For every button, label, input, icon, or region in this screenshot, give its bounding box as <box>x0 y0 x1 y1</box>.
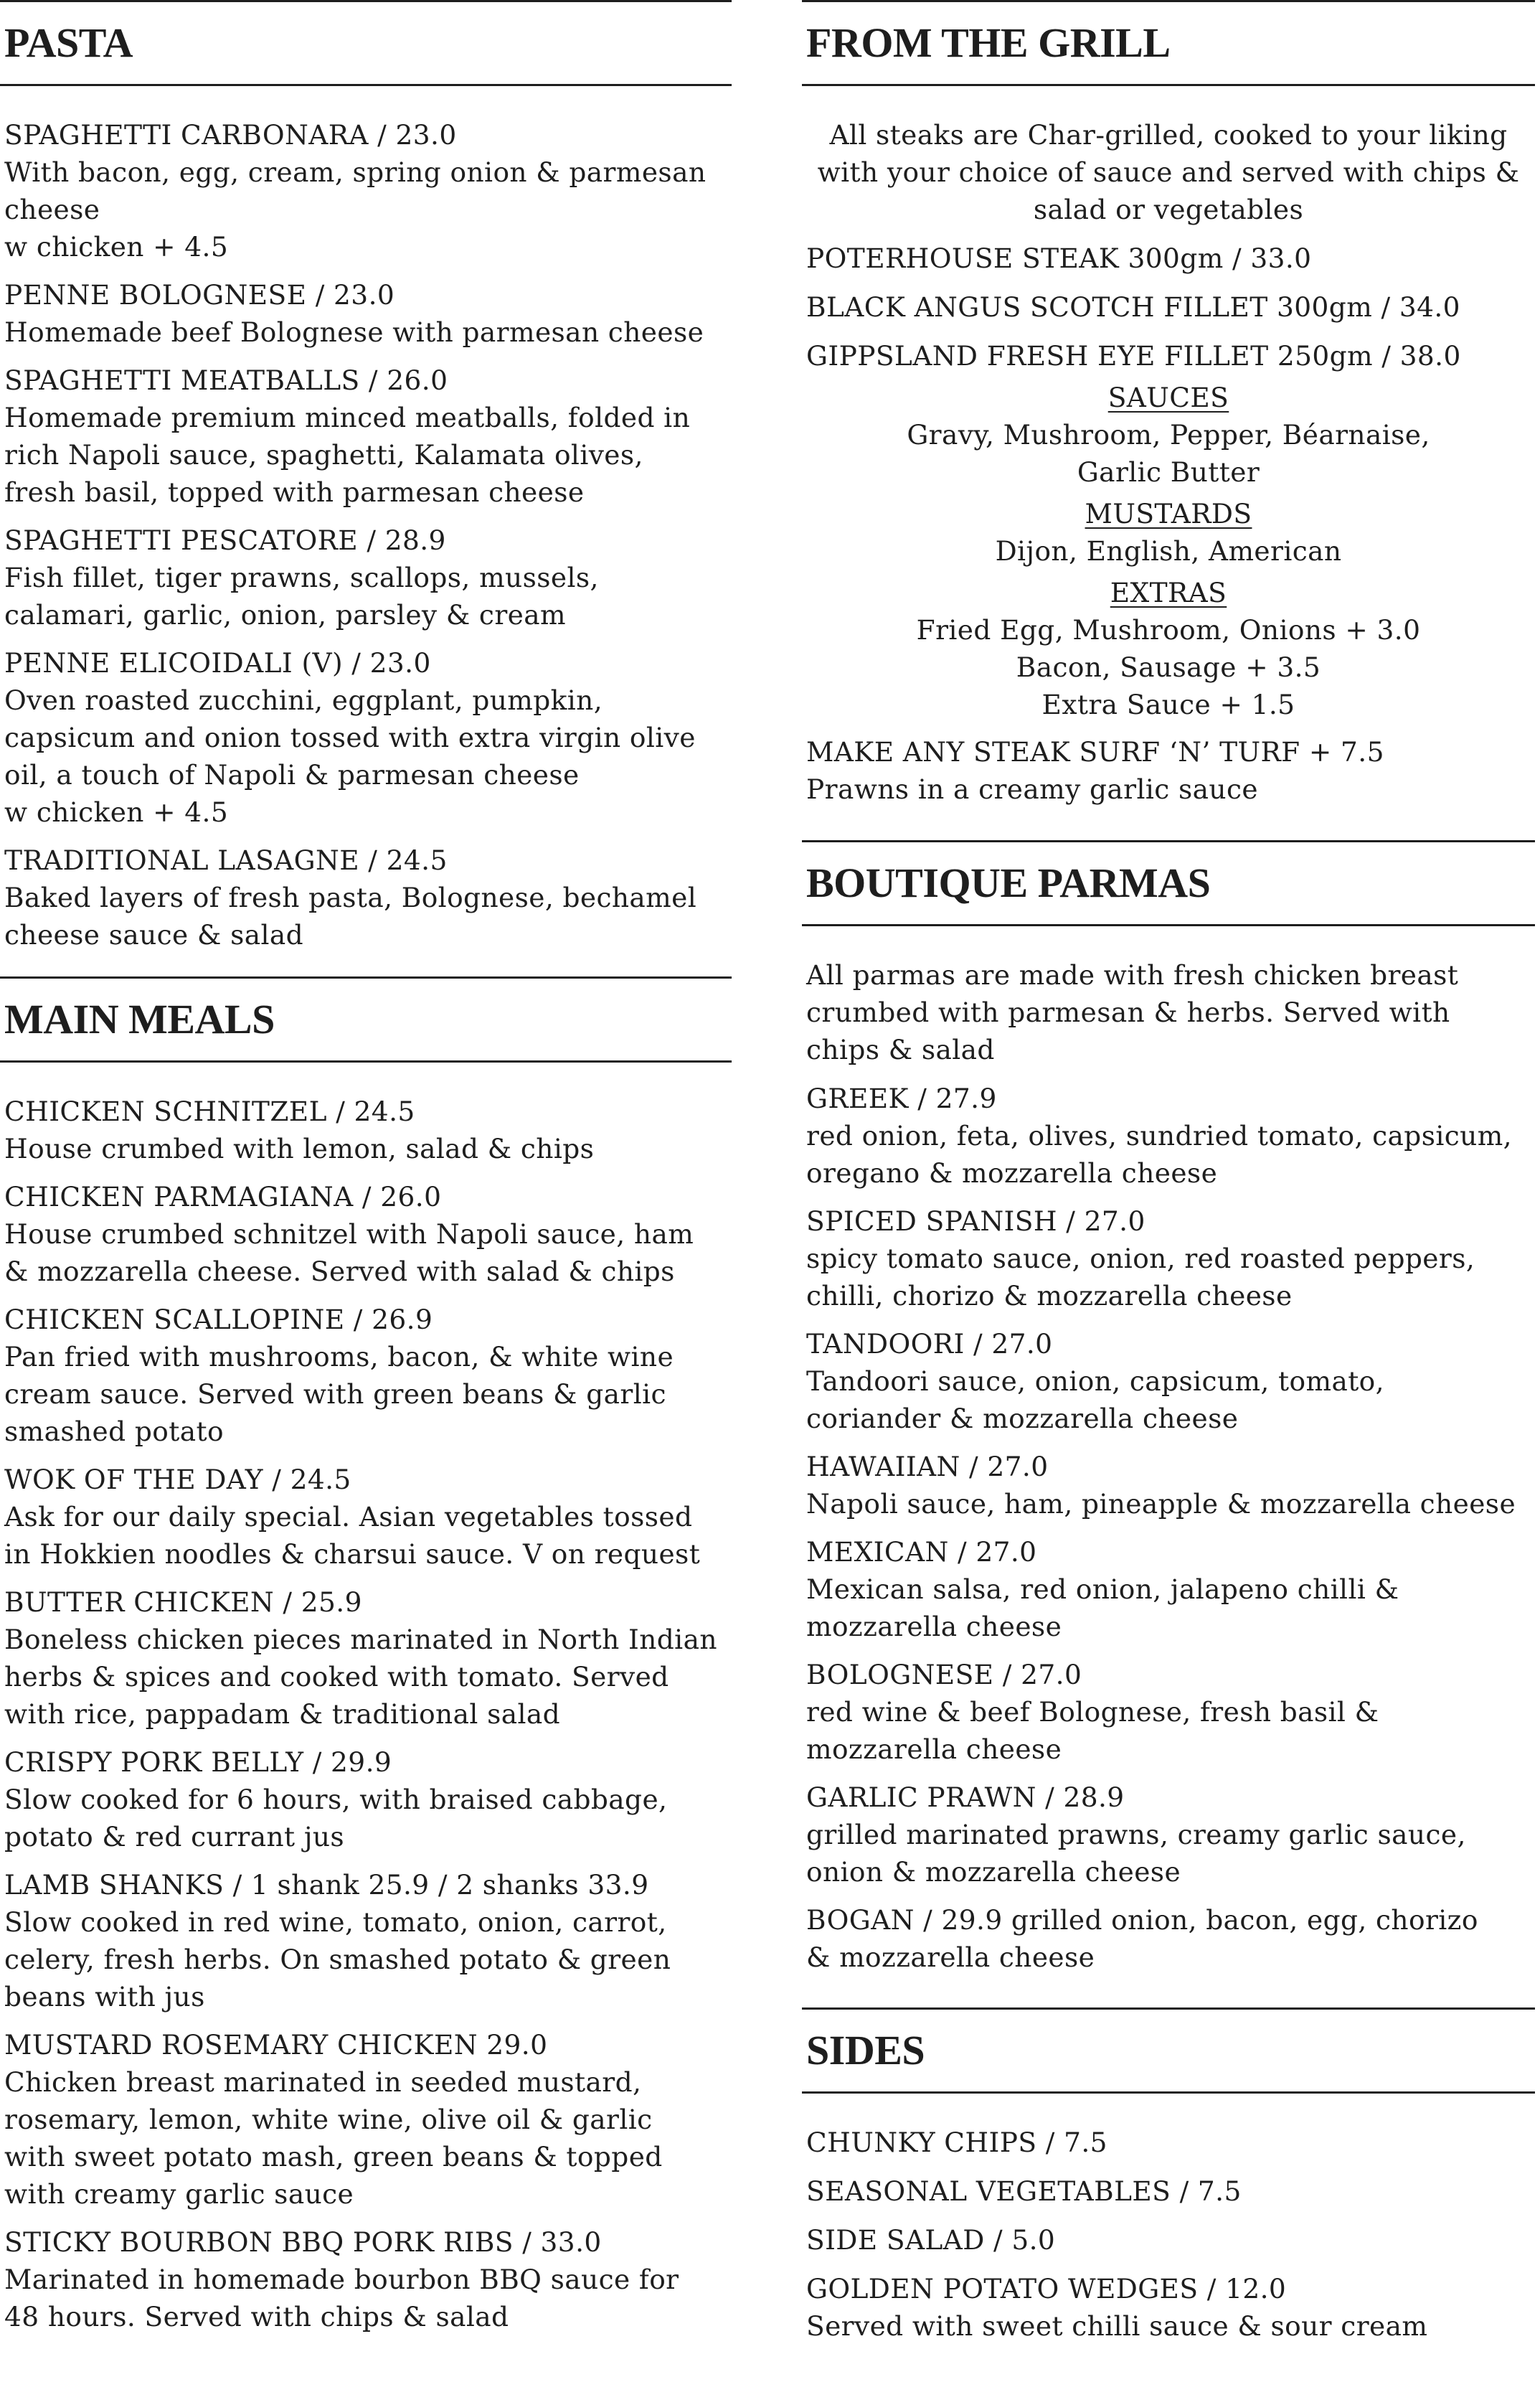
item-desc: capsicum and onion tossed with extra virgin olive <box>4 722 696 753</box>
section-main-meals <box>0 976 732 2335</box>
menu-item <box>0 116 732 265</box>
section-from-the-grill <box>802 0 1535 808</box>
text-line: Dijon, English, American <box>995 535 1342 567</box>
item-title: GOLDEN POTATO WEDGES / 12.0 <box>806 2273 1287 2305</box>
item-title: SPAGHETTI MEATBALLS / 26.0 <box>4 364 448 396</box>
steak-item: GIPPSLAND FRESH EYE FILLET 250gm / 38.0 <box>806 340 1461 372</box>
item-desc: w chicken + 4.5 <box>4 231 229 263</box>
item-title: HAWAIIAN / 27.0 <box>806 1451 1049 1482</box>
item-desc: Slow cooked in red wine, tomato, onion, carrot, <box>4 1906 667 1938</box>
item-title: WOK OF THE DAY / 24.5 <box>4 1464 351 1495</box>
item-title: SPAGHETTI PESCATORE / 28.9 <box>4 524 446 556</box>
item-desc: Boneless chicken pieces marinated in North Indian <box>4 1624 717 1655</box>
menu-item <box>802 1779 1535 1891</box>
menu-item <box>802 2270 1535 2345</box>
item-desc: mozzarella cheese <box>806 1611 1062 1642</box>
left-column <box>0 0 732 2346</box>
item-desc: beans with jus <box>4 1981 205 2013</box>
right-column <box>802 0 1535 2356</box>
text-line: crumbed with parmesan & herbs. Served with <box>806 997 1450 1028</box>
menu-item <box>0 2026 732 2213</box>
item-desc: potato & red currant jus <box>4 1821 345 1853</box>
text-line: Extra Sauce + 1.5 <box>1041 689 1295 720</box>
menu-item <box>802 2124 1535 2161</box>
item-desc: Slow cooked for 6 hours, with braised cabbage, <box>4 1784 668 1815</box>
item-desc: With bacon, egg, cream, spring onion & parmesan <box>4 156 707 188</box>
item-title: LAMB SHANKS / 1 shank 25.9 / 2 shanks 33.9 <box>4 1869 649 1901</box>
item-title: STICKY BOURBON BBQ PORK RIBS / 33.0 <box>4 2226 602 2258</box>
item-desc: fresh basil, topped with parmesan cheese <box>4 476 585 508</box>
menu-item <box>0 1866 732 2015</box>
text-line: All steaks are Char-grilled, cooked to your liking <box>829 119 1508 151</box>
item-title: PENNE ELICOIDALI (V) / 23.0 <box>4 647 431 679</box>
item-title: CHICKEN PARMAGIANA / 26.0 <box>4 1181 442 1213</box>
sauces-block <box>802 379 1535 491</box>
extras-heading: EXTRAS <box>1110 577 1227 608</box>
sauces-list <box>802 416 1535 491</box>
item-desc: Served with sweet chilli sauce & sour cream <box>806 2310 1428 2342</box>
item-title: BOGAN / 29.9 grilled onion, bacon, egg, chorizo <box>806 1904 1478 1936</box>
section-title: BOUTIQUE PARMAS <box>806 860 1211 906</box>
section-title: PASTA <box>4 19 133 66</box>
menu-item <box>802 1656 1535 1768</box>
section-boutique-parmas <box>802 840 1535 1976</box>
item-desc: red onion, feta, olives, sundried tomato, capsicum, <box>806 1120 1512 1152</box>
item-desc: herbs & spices and cooked with tomato. Served <box>4 1661 669 1693</box>
item-desc: cheese <box>4 194 100 225</box>
item-desc: with creamy garlic sauce <box>4 2178 354 2210</box>
item-list <box>802 2094 1535 2345</box>
item-desc: in Hokkien noodles & charsui sauce. V on request <box>4 1538 701 1570</box>
menu-item <box>0 1093 732 1167</box>
item-desc: rosemary, lemon, white wine, olive oil & garlic <box>4 2104 653 2135</box>
section-title: SIDES <box>806 2027 925 2073</box>
item-desc: Homemade premium minced meatballs, folded in <box>4 402 691 433</box>
item-desc: onion & mozzarella cheese <box>806 1856 1181 1888</box>
item-title: GARLIC PRAWN / 28.9 <box>806 1781 1125 1813</box>
item-title: BUTTER CHICKEN / 25.9 <box>4 1586 362 1618</box>
item-desc: grilled marinated prawns, creamy garlic sauce, <box>806 1819 1466 1850</box>
item-title: SPICED SPANISH / 27.0 <box>806 1205 1145 1237</box>
item-desc: Oven roasted zucchini, eggplant, pumpkin, <box>4 684 603 716</box>
item-desc: Tandoori sauce, onion, capsicum, tomato, <box>806 1365 1384 1397</box>
text-line: Fried Egg, Mushroom, Onions + 3.0 <box>916 614 1421 646</box>
item-desc: chilli, chorizo & mozzarella cheese <box>806 1280 1293 1312</box>
section-pasta <box>0 0 732 954</box>
item-desc: with rice, pappadam & traditional salad <box>4 1698 561 1730</box>
text-line: with your choice of sauce and served with chips & <box>817 156 1520 188</box>
item-desc: Homemade beef Bolognese with parmesan cheese <box>4 316 704 348</box>
item-title: GREEK / 27.9 <box>806 1083 997 1114</box>
item-title: CRISPY PORK BELLY / 29.9 <box>4 1746 392 1778</box>
item-desc: rich Napoli sauce, spaghetti, Kalamata olives, <box>4 439 643 471</box>
mustards-heading: MUSTARDS <box>1085 498 1252 529</box>
menu-item <box>0 842 732 954</box>
text-line: chips & salad <box>806 1034 995 1065</box>
item-desc: Ask for our daily special. Asian vegetables tossed <box>4 1501 693 1533</box>
menu-item <box>0 2223 732 2335</box>
item-title: TANDOORI / 27.0 <box>806 1328 1053 1360</box>
item-desc: Napoli sauce, ham, pineapple & mozzarella cheese <box>806 1488 1516 1520</box>
extras-block <box>802 574 1535 723</box>
menu-item <box>802 1448 1535 1522</box>
menu-item <box>0 1178 732 1290</box>
mustards-list <box>802 532 1535 570</box>
steak-item: BLACK ANGUS SCOTCH FILLET 300gm / 34.0 <box>806 291 1460 323</box>
item-title: CHICKEN SCALLOPINE / 26.9 <box>4 1304 433 1335</box>
sauces-heading: SAUCES <box>1107 382 1229 413</box>
item-desc: oil, a touch of Napoli & parmesan cheese <box>4 759 580 791</box>
item-desc: Marinated in homemade bourbon BBQ sauce for <box>4 2264 679 2295</box>
surf-turf-item <box>802 733 1535 808</box>
item-list <box>802 1080 1535 1976</box>
item-desc: red wine & beef Bolognese, fresh basil & <box>806 1696 1379 1728</box>
item-desc: mozzarella cheese <box>806 1733 1062 1765</box>
menu-item <box>802 1533 1535 1645</box>
menu-item <box>802 2221 1535 2259</box>
item-title: SEASONAL VEGETABLES / 7.5 <box>806 2175 1242 2207</box>
item-list <box>0 86 732 954</box>
item-title: CHICKEN SCHNITZEL / 24.5 <box>4 1096 415 1127</box>
item-desc: House crumbed with lemon, salad & chips <box>4 1133 595 1164</box>
item-desc: oregano & mozzarella cheese <box>806 1157 1218 1189</box>
item-desc: Baked layers of fresh pasta, Bolognese, bechamel <box>4 882 697 913</box>
parmas-body <box>802 926 1535 1976</box>
menu-item <box>802 1325 1535 1437</box>
item-title: SIDE SALAD / 5.0 <box>806 2224 1056 2256</box>
text-line: All parmas are made with fresh chicken breast <box>806 959 1459 991</box>
item-desc: celery, fresh herbs. On smashed potato & green <box>4 1944 671 1975</box>
item-desc: calamari, garlic, onion, parsley & cream <box>4 599 566 631</box>
text-line: Garlic Butter <box>1077 456 1260 488</box>
menu-item <box>802 1080 1535 1192</box>
menu-item <box>0 362 732 511</box>
text-line: Bacon, Sausage + 3.5 <box>1016 651 1321 683</box>
steak-item: POTERHOUSE STEAK 300gm / 33.0 <box>806 243 1312 274</box>
menu-item <box>0 1743 732 1855</box>
item-list <box>0 1063 732 2335</box>
item-title: MUSTARD ROSEMARY CHICKEN 29.0 <box>4 2029 548 2061</box>
item-desc: Chicken breast marinated in seeded mustard, <box>4 2066 642 2098</box>
mustards-block <box>802 495 1535 570</box>
item-desc: Fish fillet, tiger prawns, scallops, mussels, <box>4 562 599 593</box>
menu-item <box>0 1583 732 1733</box>
menu-item <box>0 644 732 831</box>
item-title: MEXICAN / 27.0 <box>806 1536 1037 1568</box>
menu-item <box>802 1901 1535 1976</box>
section-title: FROM THE GRILL <box>806 19 1171 66</box>
menu-item <box>802 1202 1535 1314</box>
menu-item <box>802 2172 1535 2210</box>
item-desc: spicy tomato sauce, onion, red roasted peppers, <box>806 1243 1475 1274</box>
parmas-intro <box>802 956 1535 1068</box>
item-desc: coriander & mozzarella cheese <box>806 1403 1239 1434</box>
item-desc: Prawns in a creamy garlic sauce <box>806 773 1258 805</box>
item-title: PENNE BOLOGNESE / 23.0 <box>4 279 395 311</box>
menu-item <box>0 1461 732 1573</box>
item-title: TRADITIONAL LASAGNE / 24.5 <box>4 844 448 876</box>
item-desc: cream sauce. Served with green beans & garlic <box>4 1378 666 1410</box>
menu-item <box>0 1301 732 1450</box>
item-title: CHUNKY CHIPS / 7.5 <box>806 2127 1107 2158</box>
item-title: MAKE ANY STEAK SURF ‘N’ TURF + 7.5 <box>806 736 1384 768</box>
item-title: SPAGHETTI CARBONARA / 23.0 <box>4 119 457 151</box>
item-desc: House crumbed schnitzel with Napoli sauce, ham <box>4 1218 694 1250</box>
item-desc: cheese sauce & salad <box>4 919 304 951</box>
item-desc: Pan fried with mushrooms, bacon, & white wine <box>4 1341 674 1373</box>
text-line: Gravy, Mushroom, Pepper, Béarnaise, <box>907 419 1430 451</box>
text-line: salad or vegetables <box>1033 194 1304 225</box>
grill-body <box>802 86 1535 808</box>
item-desc: with sweet potato mash, green beans & topped <box>4 2141 663 2172</box>
section-title: MAIN MEALS <box>4 996 275 1042</box>
grill-intro <box>802 116 1535 228</box>
item-desc: & mozzarella cheese <box>806 1941 1095 1973</box>
item-desc: smashed potato <box>4 1416 224 1447</box>
extras-list <box>802 611 1535 723</box>
item-title: BOLOGNESE / 27.0 <box>806 1659 1082 1690</box>
menu-item <box>0 522 732 634</box>
item-desc: 48 hours. Served with chips & salad <box>4 2301 509 2332</box>
item-desc: w chicken + 4.5 <box>4 796 229 828</box>
item-desc: Mexican salsa, red onion, jalapeno chilli & <box>806 1573 1399 1605</box>
menu-item <box>0 276 732 351</box>
item-desc: & mozzarella cheese. Served with salad & chips <box>4 1256 675 1287</box>
section-sides <box>802 2007 1535 2345</box>
